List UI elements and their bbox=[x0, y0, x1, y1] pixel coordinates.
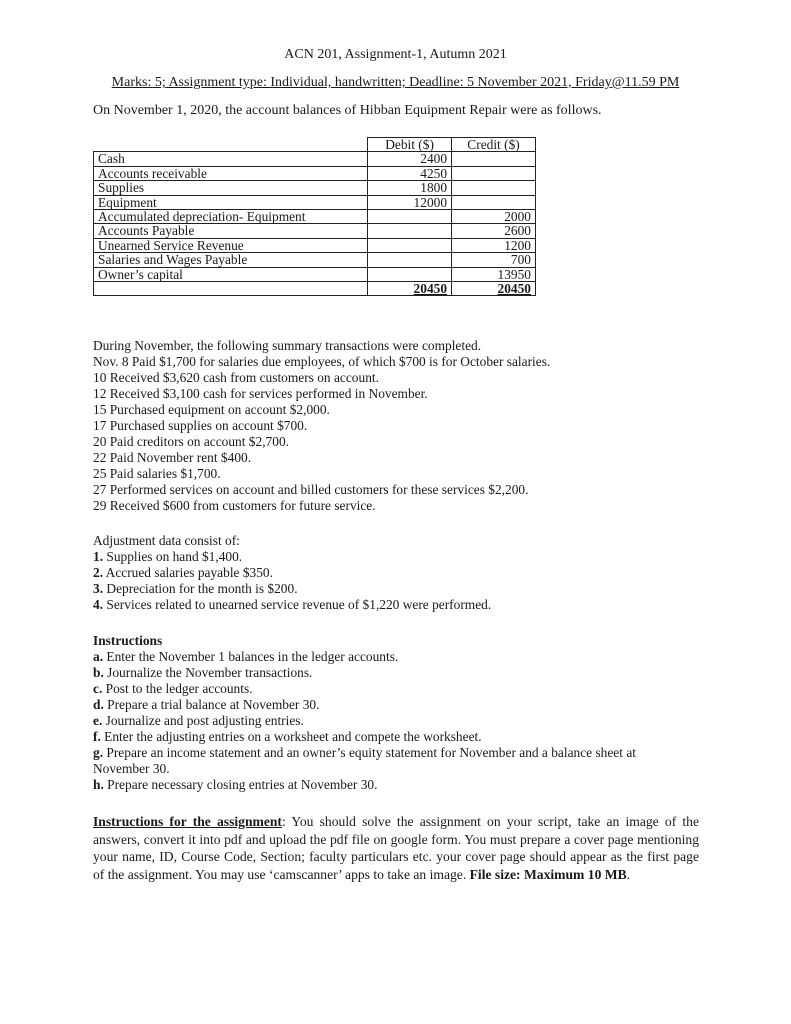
account-name: Unearned Service Revenue bbox=[94, 238, 368, 252]
adjustments-section bbox=[93, 533, 703, 613]
adjustment-item bbox=[93, 597, 703, 613]
instruction-item bbox=[93, 697, 703, 713]
transaction-item: 25 Paid salaries $1,700. bbox=[93, 466, 221, 481]
assignment-instructions-end: . bbox=[626, 866, 631, 882]
adjustment-text: Services related to unearned service revenue of $1,220 were performed. bbox=[103, 597, 492, 612]
adjustments-heading: Adjustment data consist of: bbox=[93, 533, 240, 548]
credit-value: 2000 bbox=[452, 210, 536, 224]
instruction-letter: e. bbox=[93, 713, 103, 728]
table-row bbox=[94, 181, 536, 195]
table-row bbox=[94, 238, 536, 252]
debit-value bbox=[368, 267, 452, 281]
instruction-text: Enter the November 1 balances in the ledger accounts. bbox=[103, 649, 399, 664]
transaction-item: 27 Performed services on account and billed customers for these services $2,200. bbox=[93, 482, 529, 497]
instruction-letter: h. bbox=[93, 777, 104, 792]
instruction-text: Enter the adjusting entries on a worksheet and compete the worksheet. bbox=[100, 729, 482, 744]
adjustment-item bbox=[93, 581, 703, 597]
debit-value bbox=[368, 210, 452, 224]
instruction-text: Post to the ledger accounts. bbox=[102, 681, 253, 696]
transaction-item: 29 Received $600 from customers for future service. bbox=[93, 498, 376, 513]
account-name: Accounts Payable bbox=[94, 224, 368, 238]
transaction-item: 22 Paid November rent $400. bbox=[93, 450, 252, 465]
adjustment-item bbox=[93, 549, 703, 565]
credit-value: 1200 bbox=[452, 238, 536, 252]
table-row bbox=[94, 253, 536, 267]
assignment-instructions-label: Instructions for the assignment bbox=[93, 814, 282, 829]
instruction-letter: g. bbox=[93, 745, 104, 760]
intro-text: On November 1, 2020, the account balances of Hibban Equipment Repair were as follows. bbox=[93, 103, 602, 118]
debit-value: 12000 bbox=[368, 195, 452, 209]
adjustment-number: 1. bbox=[93, 549, 104, 564]
instruction-letter: d. bbox=[93, 697, 104, 712]
table-row bbox=[94, 195, 536, 209]
account-name: Salaries and Wages Payable bbox=[94, 253, 368, 267]
table-row bbox=[94, 224, 536, 238]
balance-table bbox=[93, 137, 536, 296]
instructions-section bbox=[93, 633, 703, 793]
adjustment-text: Supplies on hand $1,400. bbox=[103, 549, 243, 564]
instructions-heading bbox=[93, 633, 703, 649]
page-title: ACN 201, Assignment-1, Autumn 2021 bbox=[284, 47, 507, 62]
instruction-letter: c. bbox=[93, 681, 103, 696]
adjustment-text: Depreciation for the month is $200. bbox=[103, 581, 298, 596]
transaction-item: 12 Received $3,100 cash for services performed in November. bbox=[93, 386, 428, 401]
instruction-text: Prepare an income statement and an owner’s equity statement for November and a balance sheet at bbox=[103, 745, 636, 760]
adjustment-number: 2. bbox=[93, 565, 104, 580]
assignment-instructions-body: : You should solve the assignment on your script, take an image of the answers, convert it into pdf and upload the pdf file on google form. You must prepare a cover page mentioning your name, ID, Course Code, Section; faculty particulars etc. your cover page should appear as the first page of the assignment. You may use ‘camscanner’ apps to take an image. bbox=[93, 814, 699, 882]
account-name: Cash bbox=[94, 152, 368, 166]
instruction-text: Prepare necessary closing entries at November 30. bbox=[103, 777, 378, 792]
credit-value bbox=[452, 166, 536, 180]
adjustment-item bbox=[93, 565, 703, 581]
assignment-instructions bbox=[93, 813, 699, 883]
debit-header: Debit ($) bbox=[368, 138, 452, 152]
account-name: Supplies bbox=[94, 181, 368, 195]
debit-value bbox=[368, 224, 452, 238]
account-name: Accounts receivable bbox=[94, 166, 368, 180]
adjustment-number: 3. bbox=[93, 581, 104, 596]
table-row bbox=[94, 166, 536, 180]
table-row bbox=[94, 152, 536, 166]
instruction-letter: a. bbox=[93, 649, 104, 664]
account-name: Owner’s capital bbox=[94, 267, 368, 281]
credit-header: Credit ($) bbox=[452, 138, 536, 152]
instruction-item-continued bbox=[93, 761, 703, 777]
header-blank-cell bbox=[94, 138, 368, 152]
total-row bbox=[94, 282, 536, 296]
debit-value: 2400 bbox=[368, 152, 452, 166]
table-header-row bbox=[94, 138, 536, 152]
table-row bbox=[94, 267, 536, 281]
instruction-letter: f. bbox=[93, 729, 101, 744]
total-credit: 20450 bbox=[452, 282, 536, 296]
transaction-item: Nov. 8 Paid $1,700 for salaries due employees, of which $700 is for October salaries. bbox=[93, 354, 551, 369]
transactions-section bbox=[93, 338, 703, 514]
debit-value bbox=[368, 253, 452, 267]
debit-value: 4250 bbox=[368, 166, 452, 180]
account-name: Accumulated depreciation- Equipment bbox=[94, 210, 368, 224]
credit-value bbox=[452, 152, 536, 166]
instruction-text: Journalize the November transactions. bbox=[103, 665, 313, 680]
instruction-text: Prepare a trial balance at November 30. bbox=[103, 697, 320, 712]
instruction-item bbox=[93, 665, 703, 681]
credit-value: 700 bbox=[452, 253, 536, 267]
transaction-item: 10 Received $3,620 cash from customers on account. bbox=[93, 370, 379, 385]
instruction-letter: b. bbox=[93, 665, 104, 680]
instructions-heading-text: Instructions bbox=[93, 633, 163, 648]
table-row bbox=[94, 210, 536, 224]
credit-value bbox=[452, 195, 536, 209]
debit-value: 1800 bbox=[368, 181, 452, 195]
instruction-item bbox=[93, 713, 703, 729]
credit-value: 2600 bbox=[452, 224, 536, 238]
debit-value bbox=[368, 238, 452, 252]
instruction-item bbox=[93, 745, 703, 761]
instruction-item bbox=[93, 729, 703, 745]
instruction-text: November 30. bbox=[93, 761, 170, 776]
transaction-item: 15 Purchased equipment on account $2,000. bbox=[93, 402, 330, 417]
marks-line: Marks: 5; Assignment type: Individual, handwritten; Deadline: 5 November 2021, Friday@11.59 PM bbox=[111, 75, 680, 90]
total-label-cell bbox=[94, 282, 368, 296]
adjustment-number: 4. bbox=[93, 597, 104, 612]
instruction-text: Journalize and post adjusting entries. bbox=[102, 713, 304, 728]
adjustment-text: Accrued salaries payable $350. bbox=[103, 565, 273, 580]
credit-value bbox=[452, 181, 536, 195]
instruction-item bbox=[93, 777, 703, 793]
transaction-item: 20 Paid creditors on account $2,700. bbox=[93, 434, 289, 449]
total-debit: 20450 bbox=[368, 282, 452, 296]
transactions-heading: During November, the following summary transactions were completed. bbox=[93, 338, 482, 353]
transaction-item: 17 Purchased supplies on account $700. bbox=[93, 418, 308, 433]
credit-value: 13950 bbox=[452, 267, 536, 281]
instruction-item bbox=[93, 681, 703, 697]
file-size-note: File size: Maximum 10 MB bbox=[469, 866, 627, 882]
account-name: Equipment bbox=[94, 195, 368, 209]
instruction-item bbox=[93, 649, 703, 665]
